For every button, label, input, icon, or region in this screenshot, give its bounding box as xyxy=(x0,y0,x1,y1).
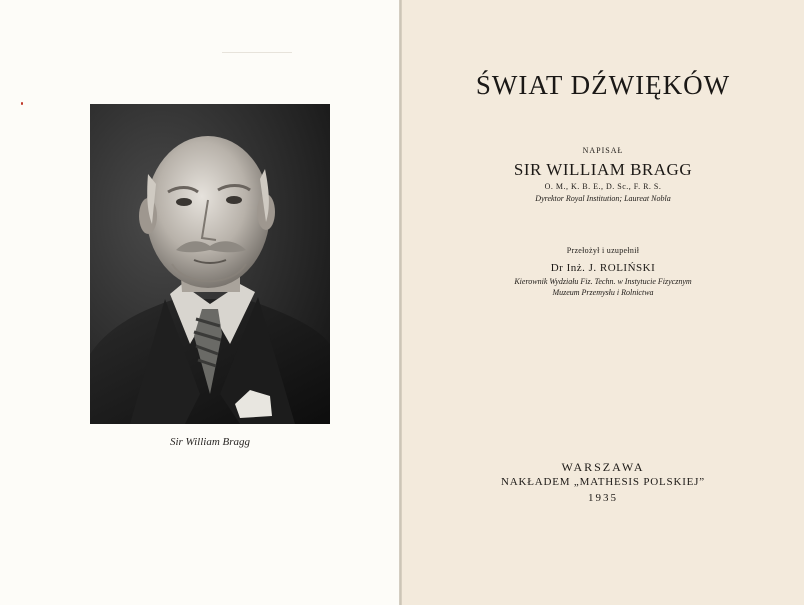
author-role: Dyrektor Royal Institution; Laureat Nobla xyxy=(535,194,671,203)
pencil-mark xyxy=(222,52,292,53)
book-title: ŚWIAT DŹWIĘKÓW xyxy=(475,70,731,100)
translator-role-line1: Kierownik Wydziału Fiz. Techn. w Instytucie Fizycznym xyxy=(514,277,692,286)
written-by-label: NAPISAŁ xyxy=(582,146,624,155)
publisher: NAKŁADEM „MATHESIS POLSKIEJ” xyxy=(501,476,705,488)
portrait-photo xyxy=(90,104,330,424)
left-page xyxy=(0,0,399,605)
publication-city: WARSZAWA xyxy=(561,460,645,474)
author-name: SIR WILLIAM BRAGG xyxy=(513,160,693,179)
ink-speck xyxy=(21,102,23,105)
translator-name: Dr Inż. J. ROLIŃSKI xyxy=(550,262,656,274)
publication-year: 1935 xyxy=(588,492,618,504)
translator-role-line2: Muzeum Przemysłu i Rolnictwa xyxy=(552,288,654,297)
translator-label: Przełożył i uzupełnił xyxy=(566,246,640,255)
portrait-caption: Sir William Bragg xyxy=(169,436,251,448)
author-credentials: O. M., K. B. E., D. Sc., F. R. S. xyxy=(544,182,662,191)
